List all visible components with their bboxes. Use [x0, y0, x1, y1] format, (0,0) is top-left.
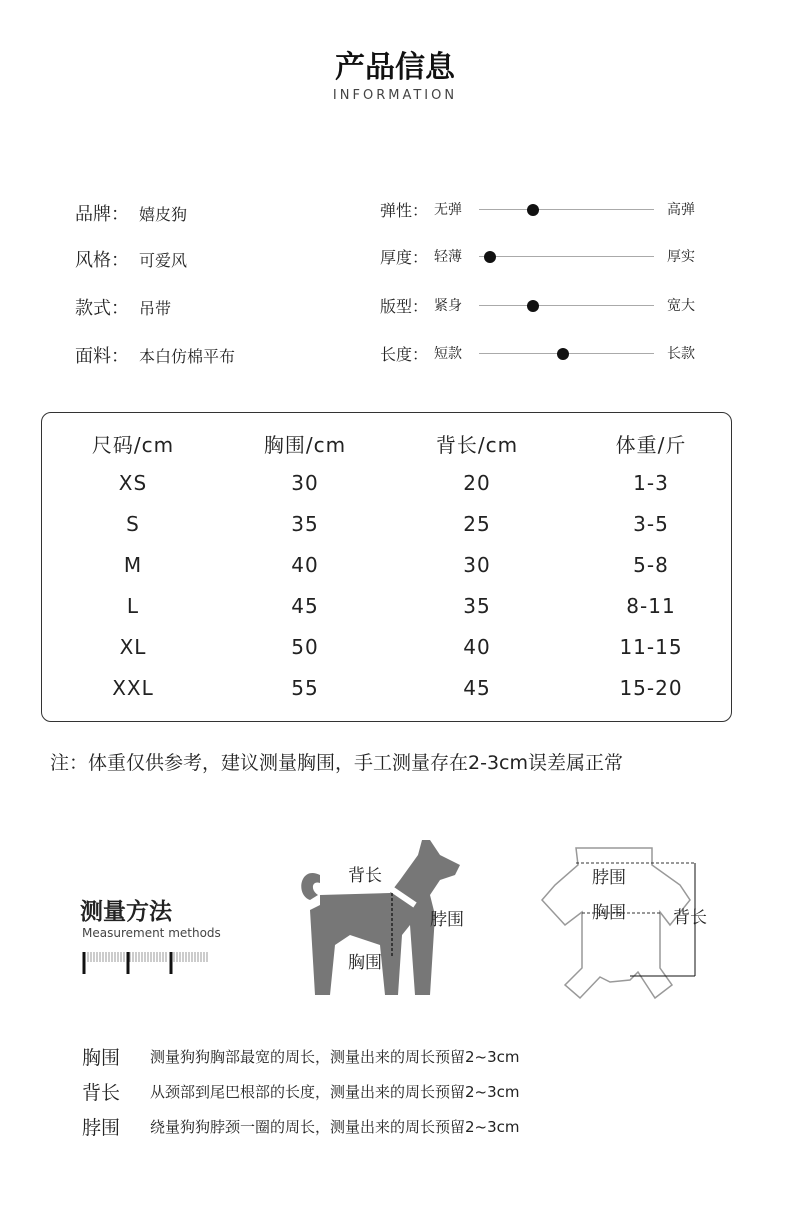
- scale-marker: [484, 251, 496, 263]
- scale-low: 轻薄: [434, 249, 462, 265]
- table-row: [42, 594, 733, 634]
- scale-track: [479, 305, 654, 306]
- page-subtitle: INFORMATION: [332, 88, 458, 103]
- table-row: [42, 553, 733, 593]
- table-cell: 体重/斤: [615, 433, 687, 457]
- scale-track: [479, 256, 654, 257]
- scale-marker: [557, 348, 569, 360]
- garment-label-neck: 脖围: [592, 868, 626, 888]
- table-cell: 5-8: [633, 553, 669, 577]
- table-cell: 8-11: [626, 594, 676, 618]
- attr-value: 嬉皮狗: [139, 205, 188, 224]
- table-cell: 胸围/cm: [263, 433, 347, 457]
- size-table: [41, 412, 732, 722]
- table-cell: 30: [291, 471, 319, 495]
- attr-label: 面料：: [75, 346, 129, 367]
- table-header: [42, 429, 733, 469]
- table-cell: 35: [463, 594, 491, 618]
- table-row: [42, 471, 733, 511]
- attr-label: 款式：: [75, 298, 129, 319]
- table-cell: 11-15: [619, 635, 683, 659]
- table-cell: 1-3: [633, 471, 669, 495]
- table-cell: M: [123, 553, 143, 577]
- scale-marker: [527, 300, 539, 312]
- scale-label: 弹性：: [380, 201, 429, 220]
- table-cell: 20: [463, 471, 491, 495]
- scale-2: [380, 294, 710, 318]
- dog-diagram: [290, 835, 480, 1005]
- table-cell: XXL: [112, 676, 154, 700]
- attr-value: 本白仿棉平布: [139, 347, 236, 366]
- scale-low: 无弹: [434, 202, 462, 218]
- scale-marker: [527, 204, 539, 216]
- measure-title: 测量方法: [80, 899, 172, 925]
- page-title: 产品信息: [335, 50, 455, 85]
- attr-fabric: [75, 342, 236, 368]
- scale-low: 紧身: [434, 298, 462, 314]
- table-cell: 50: [291, 635, 319, 659]
- scale-0: [380, 198, 710, 222]
- table-cell: XS: [118, 471, 148, 495]
- garment-label-chest: 胸围: [592, 903, 626, 923]
- scale-high: 宽大: [667, 298, 695, 314]
- table-cell: L: [126, 594, 140, 618]
- table-cell: 40: [291, 553, 319, 577]
- attr-style: [75, 246, 188, 272]
- attr-value: 吊带: [139, 299, 172, 318]
- table-cell: 55: [291, 676, 319, 700]
- scale-1: [380, 245, 710, 269]
- scale-low: 短款: [434, 346, 462, 362]
- dog-label-chest: 胸围: [348, 953, 382, 973]
- table-cell: S: [126, 512, 140, 536]
- table-cell: 35: [291, 512, 319, 536]
- table-cell: 30: [463, 553, 491, 577]
- table-cell: 45: [463, 676, 491, 700]
- table-cell: 45: [291, 594, 319, 618]
- ruler-icon: [82, 950, 212, 976]
- table-cell: 15-20: [619, 676, 683, 700]
- scale-track: [479, 209, 654, 210]
- scale-3: [380, 342, 710, 366]
- attr-brand: [75, 200, 188, 226]
- scale-high: 厚实: [667, 249, 695, 265]
- table-cell: 3-5: [633, 512, 669, 536]
- table-cell: 25: [463, 512, 491, 536]
- dog-label-neck: 脖围: [430, 910, 464, 930]
- measure-subtitle: Measurement methods: [82, 926, 221, 940]
- def-desc: 绕量狗狗脖颈一圈的周长，测量出来的周长预留2~3cm: [150, 1118, 520, 1136]
- table-row: [42, 635, 733, 675]
- table-row: [42, 512, 733, 552]
- definition-chest: [82, 1043, 520, 1070]
- table-cell: 背长/cm: [435, 433, 519, 457]
- garment-diagram: [530, 840, 730, 1010]
- def-term: 胸围: [82, 1047, 121, 1069]
- garment-label-back: 背长: [673, 908, 707, 928]
- table-cell: XL: [119, 635, 147, 659]
- def-term: 背长: [82, 1082, 121, 1104]
- table-cell: 尺码/cm: [91, 433, 175, 457]
- dog-label-back: 背长: [348, 866, 382, 886]
- def-desc: 测量狗狗胸部最宽的周长，测量出来的周长预留2~3cm: [150, 1048, 520, 1066]
- def-term: 脖围: [82, 1117, 121, 1139]
- size-note: 注：体重仅供参考，建议测量胸围，手工测量存在2-3cm误差属正常: [50, 752, 623, 774]
- table-cell: 40: [463, 635, 491, 659]
- scale-high: 长款: [667, 346, 695, 362]
- attr-type: [75, 294, 172, 320]
- definition-neck: [82, 1113, 520, 1140]
- attr-label: 品牌：: [75, 204, 129, 225]
- scale-label: 厚度：: [380, 248, 429, 267]
- attr-label: 风格：: [75, 250, 129, 271]
- def-desc: 从颈部到尾巴根部的长度，测量出来的周长预留2~3cm: [150, 1083, 520, 1101]
- definition-back: [82, 1078, 520, 1105]
- scale-label: 版型：: [380, 297, 429, 316]
- table-row: [42, 676, 733, 716]
- scale-high: 高弹: [667, 202, 695, 218]
- scale-label: 长度：: [380, 345, 429, 364]
- attr-value: 可爱风: [139, 251, 188, 270]
